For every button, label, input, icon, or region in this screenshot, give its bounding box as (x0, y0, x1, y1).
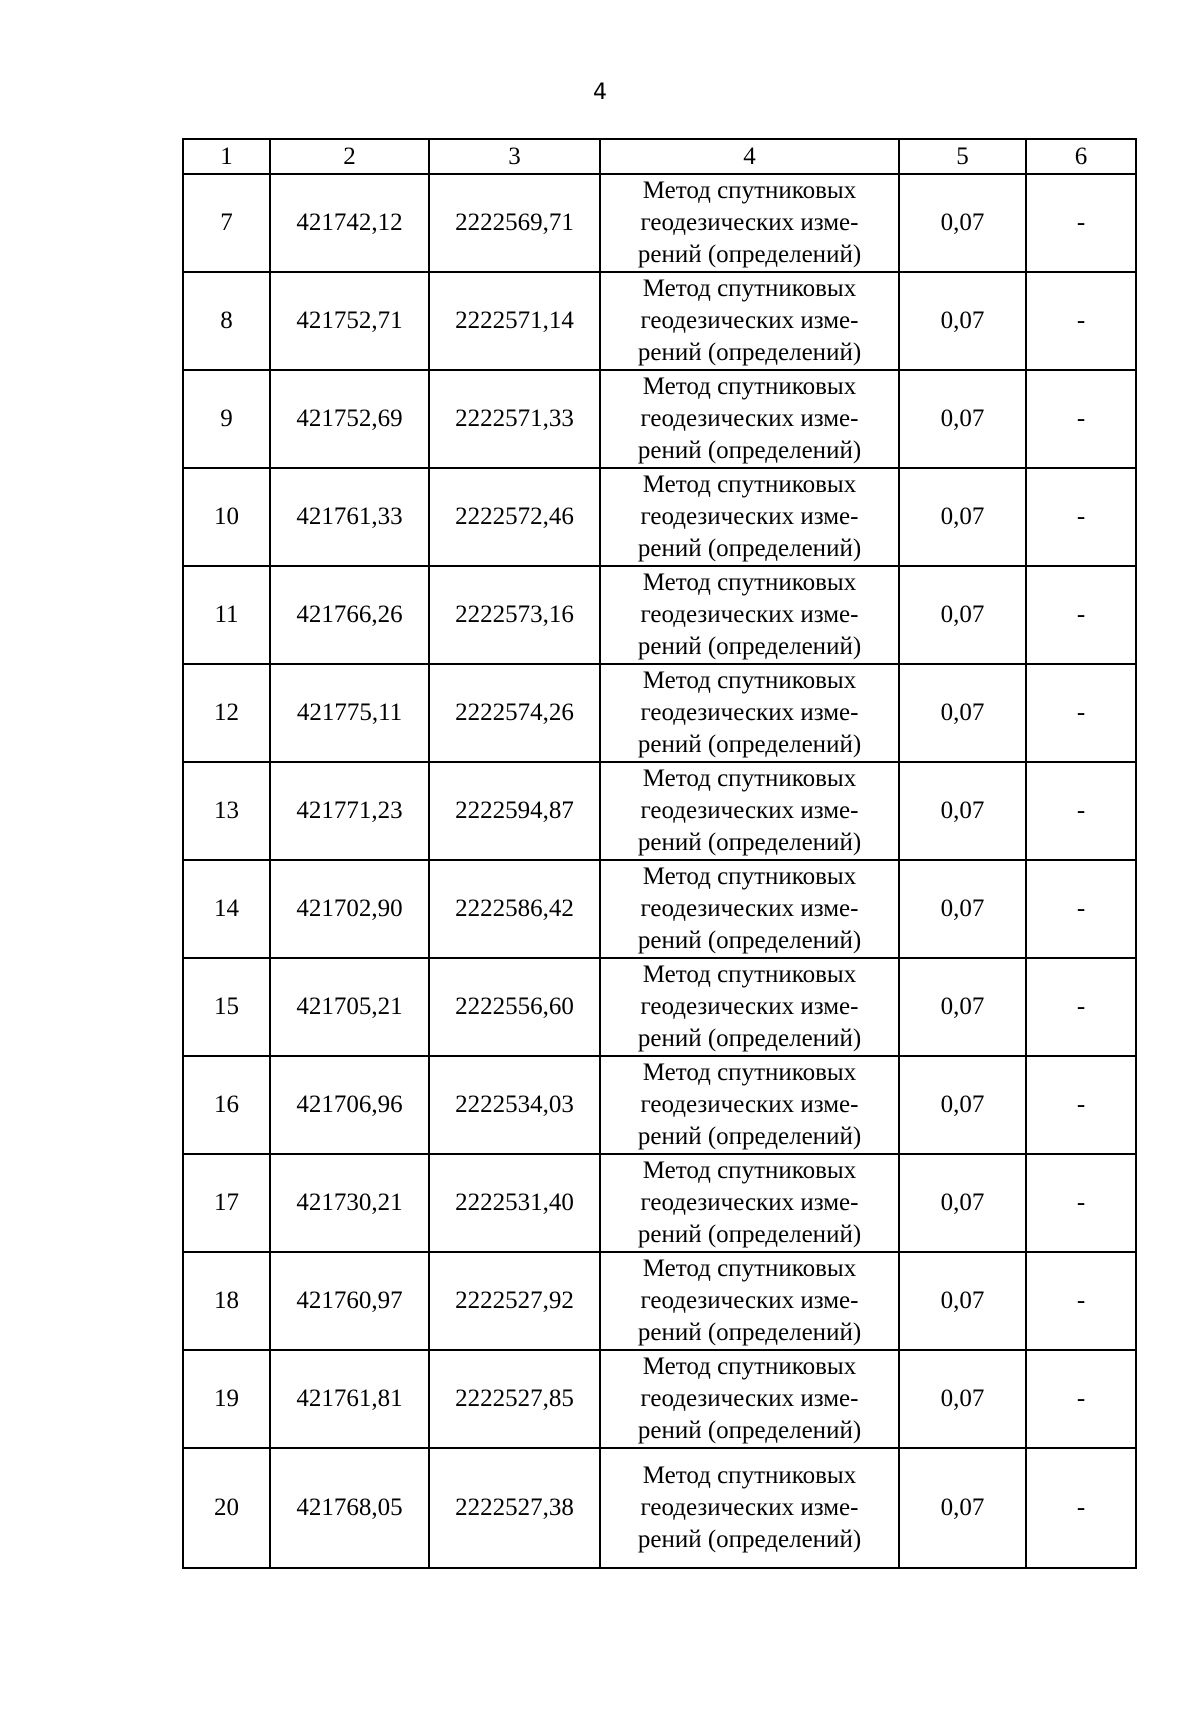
header-col-3: 3 (429, 139, 600, 174)
table-row (183, 1154, 1136, 1252)
method-text-line: рений (определений) (637, 829, 862, 856)
y-coordinate-cell: 2222527,92 (429, 1252, 600, 1350)
method-text-line: рений (определений) (637, 1319, 862, 1346)
point-number-cell: 12 (183, 664, 270, 762)
method-cell (600, 272, 899, 370)
note-cell: - (1026, 174, 1136, 272)
method-cell (600, 1056, 899, 1154)
method-text-line: Метод спутниковых (642, 569, 857, 596)
note-cell: - (1026, 370, 1136, 468)
method-text-line: геодезических изме- (640, 1091, 859, 1118)
note-cell: - (1026, 1056, 1136, 1154)
method-text-line: рений (определений) (637, 437, 862, 464)
x-coordinate-cell: 421752,71 (270, 272, 429, 370)
point-number-cell: 15 (183, 958, 270, 1056)
method-text-line: геодезических изме- (640, 307, 859, 334)
method-text-line: рений (определений) (637, 731, 862, 758)
x-coordinate-cell: 421730,21 (270, 1154, 429, 1252)
header-col-1: 1 (183, 139, 270, 174)
y-coordinate-cell: 2222586,42 (429, 860, 600, 958)
y-coordinate-cell: 2222574,26 (429, 664, 600, 762)
precision-cell: 0,07 (899, 468, 1026, 566)
y-coordinate-cell: 2222534,03 (429, 1056, 600, 1154)
method-text-line: Метод спутниковых (642, 863, 857, 890)
table-row (183, 174, 1136, 272)
note-cell: - (1026, 860, 1136, 958)
note-cell: - (1026, 958, 1136, 1056)
point-number-cell: 9 (183, 370, 270, 468)
method-text-line: геодезических изме- (640, 895, 859, 922)
x-coordinate-cell: 421706,96 (270, 1056, 429, 1154)
method-cell (600, 762, 899, 860)
point-number-cell: 17 (183, 1154, 270, 1252)
method-cell (600, 566, 899, 664)
precision-cell: 0,07 (899, 272, 1026, 370)
method-text-line: геодезических изме- (640, 209, 859, 236)
method-text-line: геодезических изме- (640, 1494, 859, 1521)
method-cell (600, 370, 899, 468)
table-row (183, 860, 1136, 958)
point-number-cell: 8 (183, 272, 270, 370)
method-text-line: Метод спутниковых (642, 471, 857, 498)
method-text-line: геодезических изме- (640, 699, 859, 726)
table-row (183, 272, 1136, 370)
method-text-line: геодезических изме- (640, 993, 859, 1020)
x-coordinate-cell: 421702,90 (270, 860, 429, 958)
note-cell: - (1026, 1350, 1136, 1448)
method-text-line: геодезических изме- (640, 1189, 859, 1216)
method-text-line: Метод спутниковых (642, 177, 857, 204)
y-coordinate-cell: 2222573,16 (429, 566, 600, 664)
method-text-line: геодезических изме- (640, 797, 859, 824)
header-col-4: 4 (600, 139, 899, 174)
method-text-line: рений (определений) (637, 1221, 862, 1248)
precision-cell: 0,07 (899, 1252, 1026, 1350)
precision-cell: 0,07 (899, 1350, 1026, 1448)
method-text-line: Метод спутниковых (642, 275, 857, 302)
note-cell: - (1026, 1154, 1136, 1252)
point-number-cell: 19 (183, 1350, 270, 1448)
precision-cell: 0,07 (899, 566, 1026, 664)
method-text-line: рений (определений) (637, 339, 862, 366)
method-cell (600, 1154, 899, 1252)
note-cell: - (1026, 566, 1136, 664)
method-text-line: рений (определений) (637, 535, 862, 562)
method-text-line: Метод спутниковых (642, 373, 857, 400)
method-text-line: Метод спутниковых (642, 1059, 857, 1086)
table-row (183, 1350, 1136, 1448)
method-text-line: рений (определений) (637, 927, 862, 954)
note-cell: - (1026, 1448, 1136, 1568)
point-number-cell: 18 (183, 1252, 270, 1350)
page-number: 4 (593, 80, 607, 105)
point-number-cell: 11 (183, 566, 270, 664)
table-row (183, 1056, 1136, 1154)
table-row (183, 1448, 1136, 1568)
x-coordinate-cell: 421771,23 (270, 762, 429, 860)
precision-cell: 0,07 (899, 1056, 1026, 1154)
header-col-6: 6 (1026, 139, 1136, 174)
method-text-line: рений (определений) (637, 1417, 862, 1444)
method-cell (600, 664, 899, 762)
table-row (183, 664, 1136, 762)
table-row (183, 1252, 1136, 1350)
note-cell: - (1026, 762, 1136, 860)
method-text-line: Метод спутниковых (642, 1353, 857, 1380)
method-text-line: Метод спутниковых (642, 765, 857, 792)
point-number-cell: 16 (183, 1056, 270, 1154)
y-coordinate-cell: 2222571,14 (429, 272, 600, 370)
precision-cell: 0,07 (899, 860, 1026, 958)
method-cell (600, 1448, 899, 1568)
precision-cell: 0,07 (899, 664, 1026, 762)
note-cell: - (1026, 1252, 1136, 1350)
method-text-line: геодезических изме- (640, 405, 859, 432)
table-row (183, 958, 1136, 1056)
precision-cell: 0,07 (899, 1448, 1026, 1568)
table-row (183, 762, 1136, 860)
note-cell: - (1026, 664, 1136, 762)
method-cell (600, 1350, 899, 1448)
header-col-2: 2 (270, 139, 429, 174)
method-text-line: рений (определений) (637, 241, 862, 268)
y-coordinate-cell: 2222556,60 (429, 958, 600, 1056)
method-text-line: Метод спутниковых (642, 1462, 857, 1489)
method-text-line: рений (определений) (637, 1526, 862, 1553)
precision-cell: 0,07 (899, 370, 1026, 468)
y-coordinate-cell: 2222594,87 (429, 762, 600, 860)
x-coordinate-cell: 421766,26 (270, 566, 429, 664)
method-text-line: Метод спутниковых (642, 667, 857, 694)
method-cell (600, 958, 899, 1056)
table-body (183, 174, 1136, 1568)
x-coordinate-cell: 421742,12 (270, 174, 429, 272)
x-coordinate-cell: 421761,33 (270, 468, 429, 566)
coordinates-table (182, 138, 1137, 1569)
method-text-line: Метод спутниковых (642, 1157, 857, 1184)
y-coordinate-cell: 2222572,46 (429, 468, 600, 566)
method-text-line: Метод спутниковых (642, 961, 857, 988)
point-number-cell: 13 (183, 762, 270, 860)
y-coordinate-cell: 2222527,85 (429, 1350, 600, 1448)
method-text-line: геодезических изме- (640, 1287, 859, 1314)
point-number-cell: 7 (183, 174, 270, 272)
note-cell: - (1026, 272, 1136, 370)
method-cell (600, 468, 899, 566)
point-number-cell: 20 (183, 1448, 270, 1568)
y-coordinate-cell: 2222569,71 (429, 174, 600, 272)
method-text-line: рений (определений) (637, 633, 862, 660)
y-coordinate-cell: 2222571,33 (429, 370, 600, 468)
table-row (183, 468, 1136, 566)
method-cell (600, 860, 899, 958)
precision-cell: 0,07 (899, 1154, 1026, 1252)
note-cell: - (1026, 468, 1136, 566)
method-text-line: геодезических изме- (640, 1385, 859, 1412)
table-row (183, 566, 1136, 664)
precision-cell: 0,07 (899, 958, 1026, 1056)
precision-cell: 0,07 (899, 762, 1026, 860)
point-number-cell: 14 (183, 860, 270, 958)
y-coordinate-cell: 2222527,38 (429, 1448, 600, 1568)
method-text-line: геодезических изме- (640, 601, 859, 628)
x-coordinate-cell: 421768,05 (270, 1448, 429, 1568)
x-coordinate-cell: 421752,69 (270, 370, 429, 468)
header-col-5: 5 (899, 139, 1026, 174)
x-coordinate-cell: 421705,21 (270, 958, 429, 1056)
table-header-row (183, 139, 1136, 174)
point-number-cell: 10 (183, 468, 270, 566)
method-cell (600, 1252, 899, 1350)
method-text-line: рений (определений) (637, 1025, 862, 1052)
y-coordinate-cell: 2222531,40 (429, 1154, 600, 1252)
x-coordinate-cell: 421760,97 (270, 1252, 429, 1350)
table-row (183, 370, 1136, 468)
x-coordinate-cell: 421761,81 (270, 1350, 429, 1448)
method-text-line: рений (определений) (637, 1123, 862, 1150)
x-coordinate-cell: 421775,11 (270, 664, 429, 762)
method-cell (600, 174, 899, 272)
method-text-line: геодезических изме- (640, 503, 859, 530)
method-text-line: Метод спутниковых (642, 1255, 857, 1282)
precision-cell: 0,07 (899, 174, 1026, 272)
